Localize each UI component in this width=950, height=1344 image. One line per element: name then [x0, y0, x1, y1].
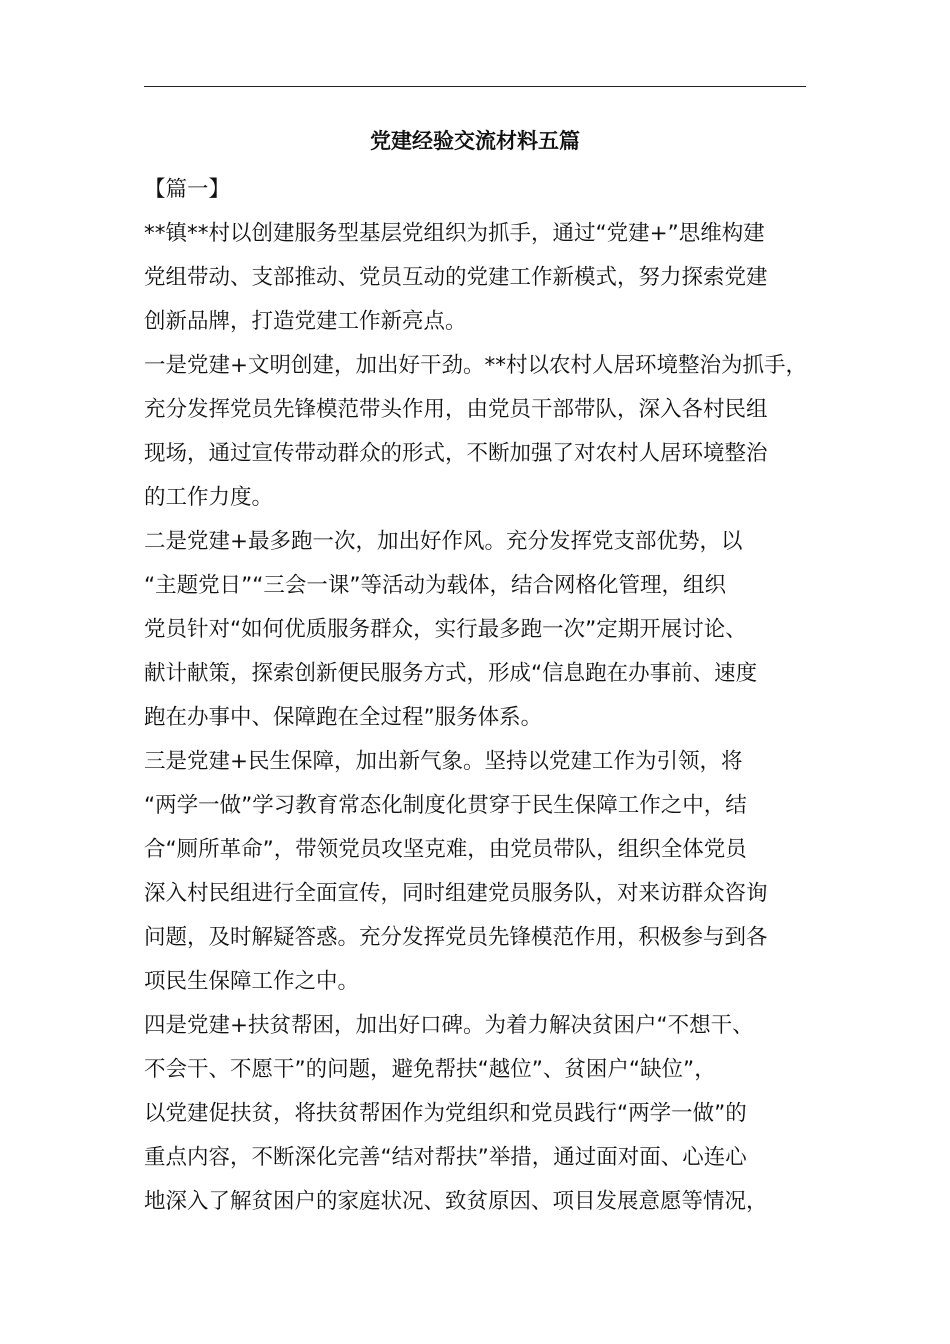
text-line: 跑在办事中、保障跑在全过程”服务体系。	[144, 705, 543, 730]
paragraph-intro	[144, 212, 820, 344]
text-line: 深入村民组进行全面宣传，同时组建党员服务队，对来访群众咨询	[144, 881, 768, 906]
text-line: 不会干、不愿干”的问题，避免帮扶“越位”、贫困户“缺位”，	[144, 1057, 716, 1082]
text-line: “两学一做”学习教育常态化制度化贯穿于民生保障工作之中，结	[144, 793, 747, 818]
paragraph-livelihood	[144, 740, 820, 1004]
text-line: 以党建促扶贫，将扶贫帮困作为党组织和党员践行“两学一做”的	[144, 1101, 747, 1126]
text-line: 创新品牌，打造党建工作新亮点。	[144, 309, 467, 334]
text-line: 重点内容，不断深化完善“结对帮扶”举措，通过面对面、心连心	[144, 1145, 747, 1170]
text-line: 问题，及时解疑答惑。充分发挥党员先锋模范作用，积极参与到各	[144, 925, 768, 950]
text-line: 二是党建+最多跑一次，加出好作风。充分发挥党支部优势，以	[144, 529, 743, 554]
text-line: **镇**村以创建服务型基层党组织为抓手，通过“党建+”思维构建	[144, 221, 765, 246]
text-line: 项民生保障工作之中。	[144, 969, 360, 994]
text-line: 献计献策，探索创新便民服务方式，形成“信息跑在办事前、速度	[144, 661, 758, 686]
text-line: 一是党建+文明创建，加出好干劲。**村以农村人居环境整治为抓手，	[144, 353, 808, 378]
text-line: 合“厕所革命”，带领党员攻坚克难，由党员带队，组织全体党员	[144, 837, 747, 862]
text-line: 三是党建+民生保障，加出新气象。坚持以党建工作为引领，将	[144, 749, 743, 774]
paragraph-civilization	[144, 344, 820, 520]
section-label: 【篇一】	[144, 177, 231, 202]
text-line: “主题党日”“三会一课”等活动为载体，结合网格化管理，组织	[144, 573, 727, 598]
text-line: 党员针对“如何优质服务群众，实行最多跑一次”定期开展讨论、	[144, 617, 747, 642]
text-line: 地深入了解贫困户的家庭状况、致贫原因、项目发展意愿等情况，	[144, 1189, 768, 1214]
header-rule	[144, 86, 806, 87]
document-body	[144, 168, 820, 1224]
text-line: 充分发挥党员先锋模范带头作用，由党员干部带队，深入各村民组	[144, 397, 768, 422]
text-line: 的工作力度。	[144, 485, 274, 510]
paragraph-poverty	[144, 1004, 820, 1224]
text-line: 党组带动、支部推动、党员互动的党建工作新模式，努力探索党建	[144, 265, 768, 290]
text-line: 现场，通过宣传带动群众的形式，不断加强了对农村人居环境整治	[144, 441, 768, 466]
paragraph-service	[144, 520, 820, 740]
document-title: 党建经验交流材料五篇	[370, 129, 580, 153]
text-line: 四是党建+扶贫帮困，加出好口碑。为着力解决贫困户“不想干、	[144, 1013, 754, 1038]
